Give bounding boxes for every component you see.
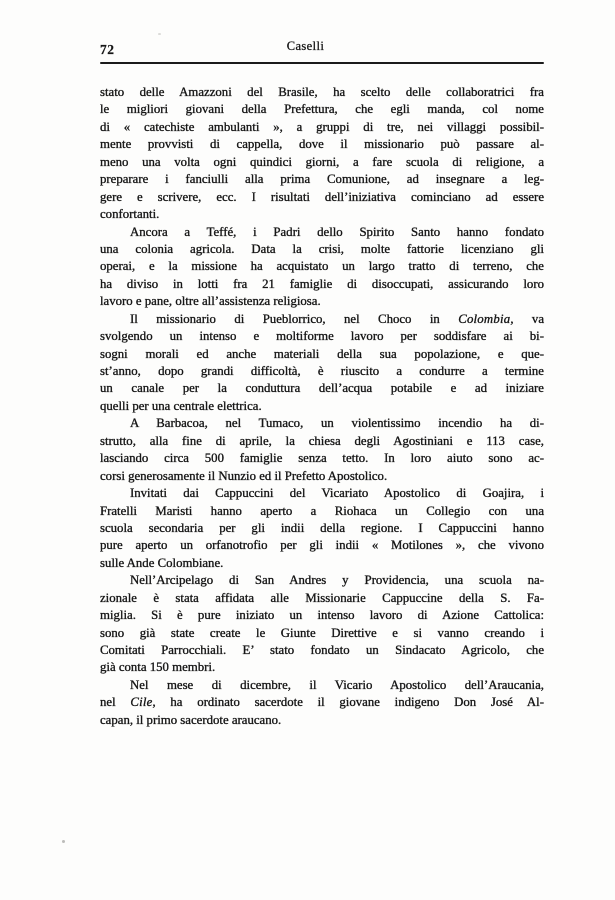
text-line: ha diviso in lotti fra 21 famiglie di disoccupati, assicurando loro — [100, 276, 544, 291]
text-line: sogni morali ed anche materiali della sua popolazione, e que- — [100, 346, 544, 361]
text-line: Nell’Arcipelago di San Andres y Providencia, una scuola na- — [130, 573, 544, 588]
text-line: miglia. Si è pure iniziato un intenso lavoro di Azione Cattolica: — [100, 608, 544, 623]
text-line: preparare i fanciulli alla prima Comunione, ad insegnare a leg- — [100, 172, 544, 187]
text-line: una colonia agricola. Data la crisi, molte fattorie licenziano gli — [100, 241, 544, 256]
text-line: operai, e la missione ha acquistato un largo tratto di terreno, che — [100, 259, 544, 274]
page-number: 72 — [100, 42, 115, 57]
text-line: Nel mese di dicembre, il Vicario Apostolico dell’Araucania, — [130, 677, 544, 692]
text-line: svolgendo un intenso e moltiforme lavoro per soddisfare ai bi- — [100, 329, 544, 344]
text-line: di « catechiste ambulanti », a gruppi di tre, nei villaggi possibil- — [100, 119, 544, 134]
text-line: già conta 150 membri. — [100, 660, 216, 675]
text-line: confortanti. — [100, 207, 160, 222]
scan-speck — [62, 840, 65, 843]
text-line: quelli per una centrale elettrica. — [100, 398, 262, 413]
text-line: Ancora a Teffé, i Padri dello Spirito Santo hanno fondato — [130, 224, 544, 239]
text-line: pure aperto un orfanotrofio per gli indii « Motilones », che vivono — [100, 538, 544, 553]
scan-speck — [158, 33, 161, 35]
text-line: le migliori giovani della Prefettura, che egli manda, col nome — [100, 102, 544, 117]
text-line: un canale per la conduttura dell’acqua potabile e ad iniziare — [100, 381, 544, 396]
text-line: gere e scrivere, ecc. I risultati dell’iniziativa cominciano ad essere — [100, 189, 544, 204]
text-line: Comitati Parrocchiali. E’ stato fondato un Sindacato Agricolo, che — [100, 643, 544, 657]
text-line: zionale è stata affidata alle Missionarie Cappuccine della S. Fa- — [100, 590, 544, 605]
text-line: stato delle Amazzoni del Brasile, ha scelto delle collaboratrici fra — [100, 85, 544, 99]
text-line: lavoro e pane, oltre all’assistenza religiosa. — [100, 294, 321, 309]
text-line: st’anno, dopo grandi difficoltà, è riuscito a condurre a termine — [100, 364, 544, 378]
text-line: Invitati dai Cappuccini del Vicariato Apostolico di Goajira, i — [130, 486, 544, 501]
text-line: A Barbacoa, nel Tumaco, un violentissimo incendio ha di- — [130, 416, 544, 431]
header-rule — [100, 62, 544, 64]
text-line: corsi generosamente il Nunzio ed il Prefetto Apostolico. — [100, 468, 388, 483]
italic-text: Colombia — [458, 311, 511, 326]
text-line: capan, il primo sacerdote araucano. — [100, 712, 282, 727]
page-body — [100, 84, 544, 729]
text-line: mente provvisti di cappella, dove il missionario può passare al- — [100, 137, 544, 152]
text-line: sono già state create le Giunte Direttive e si vanno creando i — [100, 625, 544, 640]
text-line: nel Cile, ha ordinato sacerdote il giovane indigeno Don José Al- — [100, 695, 544, 710]
text-line: lasciando circa 500 famiglie senza tetto. In loro aiuto sono ac- — [100, 451, 544, 466]
text-line: strutto, alla fine di aprile, la chiesa degli Agostiniani e 113 case, — [100, 433, 544, 448]
running-title: Caselli — [286, 39, 325, 53]
text-line: scuola secondaria per gli indii della regione. I Cappuccini hanno — [100, 520, 544, 535]
text-line: Fratelli Maristi hanno aperto a Riohaca un Collegio con una — [100, 503, 544, 518]
italic-text: Cile — [130, 695, 153, 710]
text-line: sulle Ande Colombiane. — [100, 555, 224, 570]
text-line: Il missionario di Pueblorrico, nel Choco in Colombia, va — [130, 311, 544, 326]
text-line: meno una volta ogni quindici giorni, a fare scuola di religione, a — [100, 154, 544, 169]
